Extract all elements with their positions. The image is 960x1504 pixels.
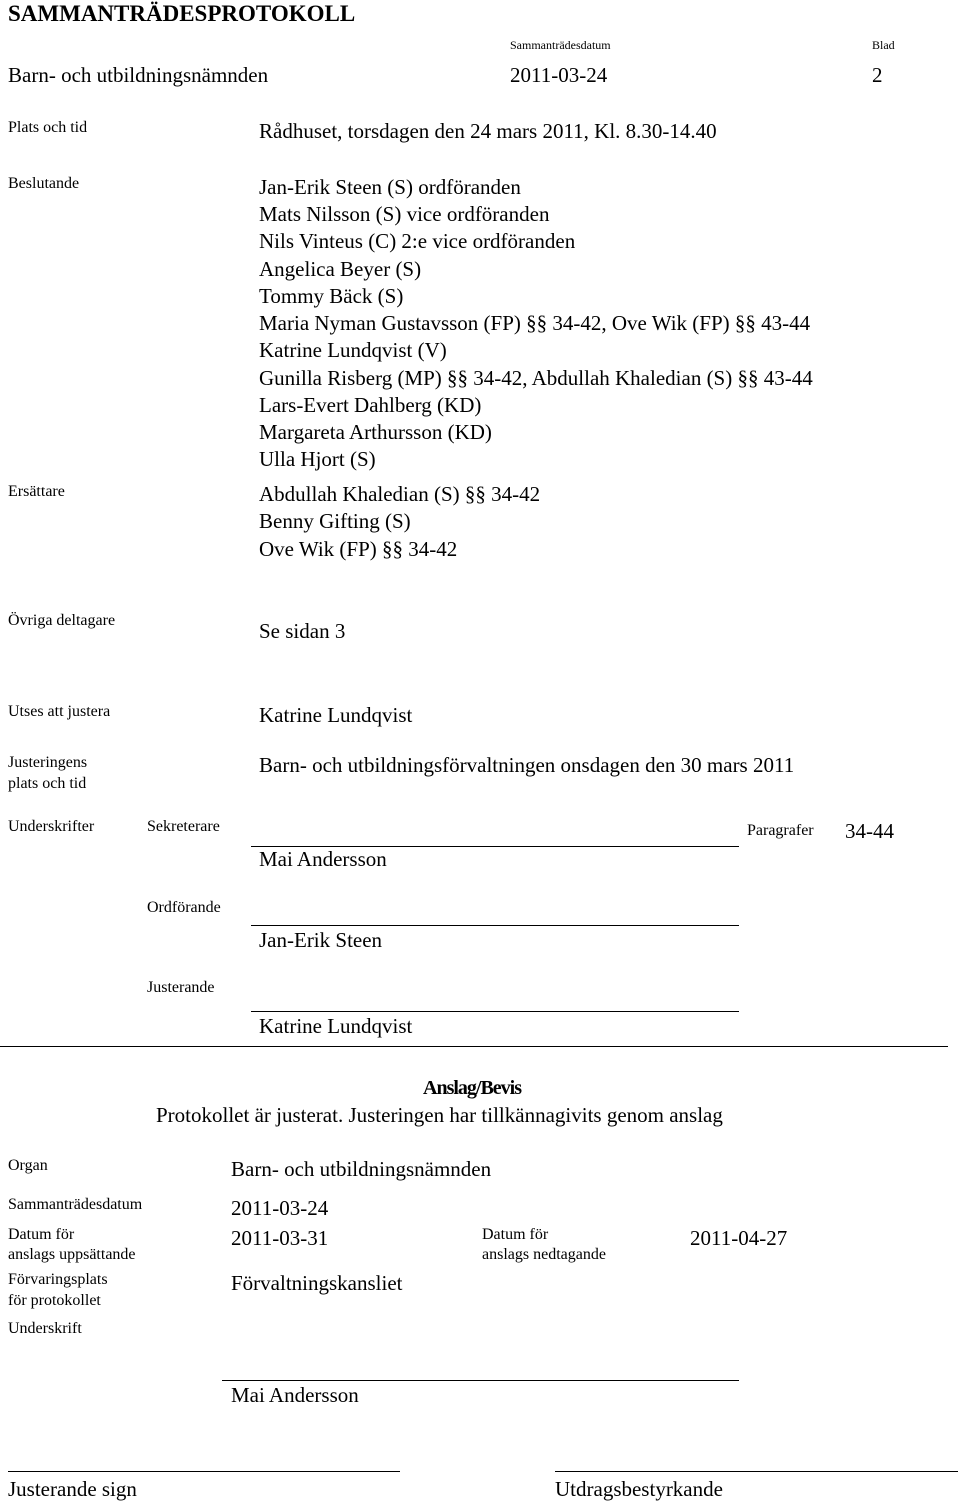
member-line: Ulla Hjort (S) xyxy=(259,447,376,471)
page-caption: Blad xyxy=(872,38,895,52)
storage-value: Förvaltningskansliet xyxy=(231,1271,403,1295)
adjustment-label-line2: plats och tid xyxy=(8,775,87,792)
member-line: Katrine Lundqvist (V) xyxy=(259,338,447,362)
substitute-line: Ove Wik (FP) §§ 34-42 xyxy=(259,537,458,561)
organ-label: Organ xyxy=(8,1157,48,1174)
posted-label-line1: Datum för xyxy=(8,1226,75,1243)
notice-signature-label: Underskrift xyxy=(8,1320,82,1337)
paragraphs-value: 34-44 xyxy=(845,819,894,843)
justerande-name: Katrine Lundqvist xyxy=(259,1014,413,1038)
adjuster-value: Katrine Lundqvist xyxy=(259,703,413,727)
member-line: Lars-Evert Dahlberg (KD) xyxy=(259,393,482,417)
member-line: Margareta Arthursson (KD) xyxy=(259,420,492,444)
notice-date-label: Sammanträdesdatum xyxy=(8,1196,143,1213)
member-line: Tommy Bäck (S) xyxy=(259,284,404,308)
others-value: Se sidan 3 xyxy=(259,619,346,643)
member-line: Mats Nilsson (S) vice ordföranden xyxy=(259,202,550,226)
adjuster-label: Utses att justera xyxy=(8,703,111,720)
justerande-label: Justerande xyxy=(147,979,215,996)
committee-name: Barn- och utbildningsnämnden xyxy=(8,63,269,87)
substitute-line: Benny Gifting (S) xyxy=(259,509,411,533)
paragraphs-label: Paragrafer xyxy=(747,822,814,839)
substitutes-label: Ersättare xyxy=(8,483,65,500)
chair-label: Ordförande xyxy=(147,899,221,916)
member-line: Nils Vinteus (C) 2:e vice ordföranden xyxy=(259,229,576,253)
page-number: 2 xyxy=(872,63,883,87)
removed-date: 2011-04-27 xyxy=(690,1226,788,1250)
secretary-label: Sekreterare xyxy=(147,818,220,835)
section-divider xyxy=(0,1046,948,1047)
notice-date-value: 2011-03-24 xyxy=(231,1196,329,1220)
member-line: Angelica Beyer (S) xyxy=(259,257,422,281)
date-caption: Sammanträdesdatum xyxy=(510,38,611,52)
member-line: Maria Nyman Gustavsson (FP) §§ 34-42, Ove Wik (FP) §§ 43-44 xyxy=(259,311,811,335)
member-line: Jan-Erik Steen (S) ordföranden xyxy=(259,175,521,199)
place-value: Rådhuset, torsdagen den 24 mars 2011, Kl. 8.30-14.40 xyxy=(259,119,717,143)
notice-heading: Anslag/Bevis xyxy=(423,1077,522,1099)
removed-label-line1: Datum för xyxy=(482,1226,549,1243)
document-title: SAMMANTRÄDESPROTOKOLL xyxy=(8,1,356,26)
adjustment-label-line1: Justeringens xyxy=(8,754,88,771)
chair-name: Jan-Erik Steen xyxy=(259,928,383,952)
organ-value: Barn- och utbildningsnämnden xyxy=(231,1157,492,1181)
notice-signature-name: Mai Andersson xyxy=(231,1383,359,1407)
decision-makers-label: Beslutande xyxy=(8,175,80,192)
footer-utdragsbestyrkande: Utdragsbestyrkande xyxy=(555,1477,723,1501)
justerande-signature-line xyxy=(251,1011,739,1012)
others-label: Övriga deltagare xyxy=(8,612,116,629)
posted-label-line2: anslags uppsättande xyxy=(8,1246,136,1263)
chair-signature-line xyxy=(251,925,739,926)
footer-right-line xyxy=(555,1471,958,1472)
meeting-date: 2011-03-24 xyxy=(510,63,608,87)
storage-label-line1: Förvaringsplats xyxy=(8,1271,108,1288)
storage-label-line2: för protokollet xyxy=(8,1292,101,1309)
footer-justerande-sign: Justerande sign xyxy=(8,1477,137,1501)
substitute-line: Abdullah Khaledian (S) §§ 34-42 xyxy=(259,482,541,506)
removed-label-line2: anslags nedtagande xyxy=(482,1246,606,1263)
posted-date: 2011-03-31 xyxy=(231,1226,329,1250)
notice-text: Protokollet är justerat. Justeringen har tillkännagivits genom anslag xyxy=(156,1103,723,1127)
footer-left-line xyxy=(8,1471,400,1472)
notice-signature-line xyxy=(222,1380,739,1381)
adjustment-value: Barn- och utbildningsförvaltningen onsdagen den 30 mars 2011 xyxy=(259,753,795,777)
secretary-name: Mai Andersson xyxy=(259,847,387,871)
place-label: Plats och tid xyxy=(8,119,88,136)
signatures-label: Underskrifter xyxy=(8,818,95,835)
member-line: Gunilla Risberg (MP) §§ 34-42, Abdullah Khaledian (S) §§ 43-44 xyxy=(259,366,813,390)
